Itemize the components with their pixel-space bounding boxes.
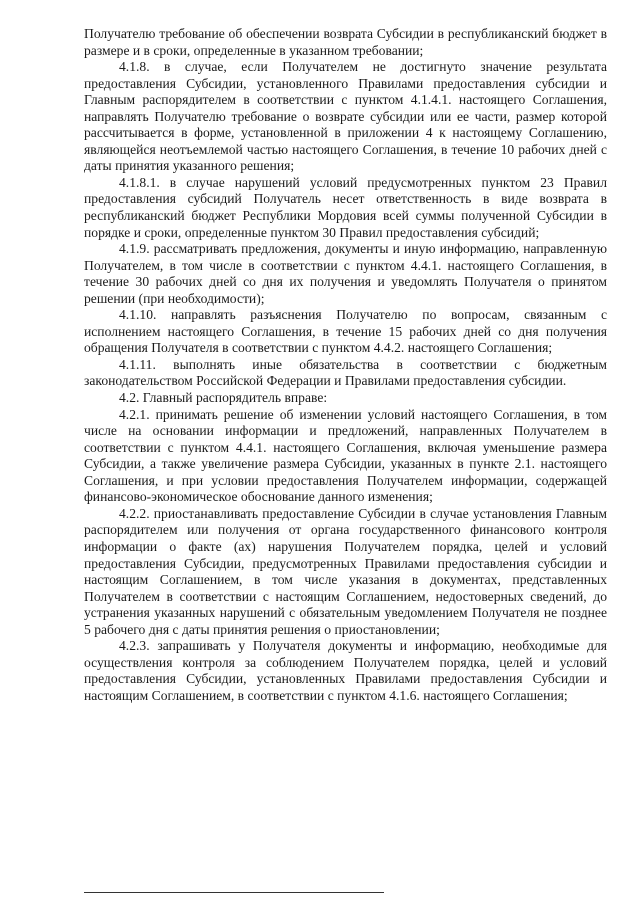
document-body	[84, 26, 607, 704]
paragraph-4-2-heading: 4.2. Главный распорядитель вправе:	[119, 390, 328, 406]
paragraph-continuation: Получателю требование об обеспечении возврата Субсидии в республиканский бюджет в размере и в сроки, определенные в указанном требовании;	[84, 26, 607, 58]
paragraph-4-2-1: 4.2.1. принимать решение об изменении условий настоящего Соглашения, в том числе на основании информации и предложений, направленных Получателем в соответствии с пунктом 4.4.1. настоящего Соглашения, включая уменьшение размера Субсидии, а также увеличение размера Субсидии, указанных в пункте 2.1. настоящего Соглашения, и при условии предоставления Получателем информации, содержащей финансово-экономическое обоснование данного изменения;	[84, 406, 607, 505]
paragraph-4-1-8: 4.1.8. в случае, если Получателем не достигнуто значение результата предоставления Субсидии, установленного Правилами предоставления субсидии и Главным распорядителем в соответствии с пунктом 4.1.4.1. настоящего Соглашения, направлять Получателю требование о возврате субсидии или ее части, размер которой рассчитывается в форме, установленной в приложении 4 к настоящему Соглашению, являющейся неотъемлемой частью настоящего Соглашения, в течение 10 рабочих дней с даты принятия указанного решения;	[84, 59, 607, 174]
paragraph-4-1-11: 4.1.11. выполнять иные обязательства в соответствии с бюджетным законодательством Российской Федерации и Правилами предоставления субсидии.	[84, 356, 607, 389]
paragraph-4-2-2: 4.2.2. приостанавливать предоставление Субсидии в случае установления Главным распорядителем или получения от органа государственного финансового контроля информации о факте (ах) нарушения Получателем порядка, целей и условий предоставления Субсидии, предусмотренных Правилами предоставления субсидии и настоящим Соглашением, в том числе указания в документах, представленных Получателем в соответствии с настоящим Соглашением, недостоверных сведений, до устранения указанных нарушений с обязательным уведомлением Получателя не позднее 5 рабочего дня с даты принятия решения о приостановлении;	[84, 505, 607, 637]
paragraph-4-1-9: 4.1.9. рассматривать предложения, документы и иную информацию, направленную Получателем, в том числе в соответствии с пунктом 4.4.1. настоящего Соглашения, в течение 30 рабочих дней со дня их получения и уведомлять Получателя о принятом решении (при необходимости);	[84, 241, 607, 306]
footnote-divider	[84, 892, 384, 893]
paragraph-4-1-10: 4.1.10. направлять разъяснения Получателю по вопросам, связанным с исполнением настоящего Соглашения, в течение 15 рабочих дней со дня получения обращения Получателя в соответствии с пунктом 4.4.2. настоящего Соглашения;	[84, 307, 607, 356]
paragraph-4-1-8-1: 4.1.8.1. в случае нарушений условий предусмотренных пунктом 23 Правил предоставления субсидий Получатель несет ответственность в виде возврата в республиканский бюджет Республики Мордовия всей суммы полученной Субсидии в порядке и сроки, определенные пунктом 30 Правил предоставления субсидий;	[84, 174, 607, 240]
paragraph-4-2-3: 4.2.3. запрашивать у Получателя документы и информацию, необходимые для осуществления контроля за соблюдением Получателем порядка, целей и условий предоставления Субсидии, установленных Правилами предоставления Субсидии и настоящим Соглашением, в соответствии с пунктом 4.1.6. настоящего Соглашения;	[84, 638, 607, 703]
